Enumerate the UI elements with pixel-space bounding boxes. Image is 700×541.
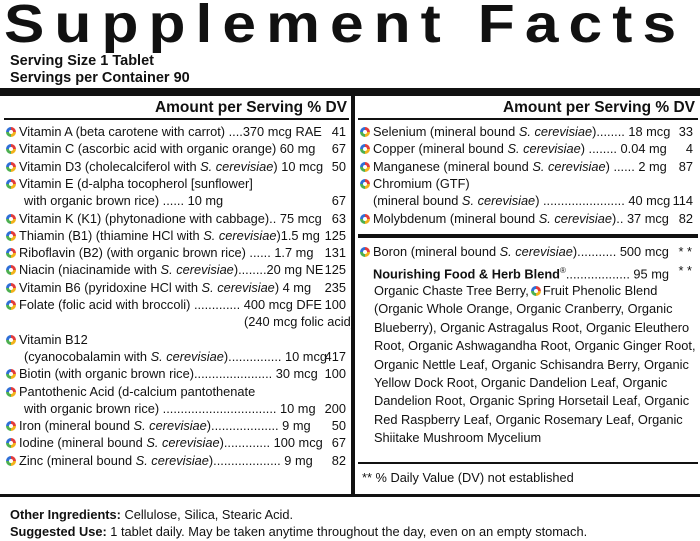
nutrient-name: with organic brown rice) ...... 10 mg bbox=[24, 193, 224, 209]
right-column-header: Amount per Serving % DV bbox=[502, 99, 695, 116]
left-column-header: Amount per Serving % DV bbox=[154, 99, 347, 116]
boron-dv: * * bbox=[678, 244, 692, 259]
nutrient-name: (240 mcg folic acid) bbox=[244, 314, 355, 330]
nutrient-name: Vitamin B6 (pyridoxine HCl with S. cerevisiae) 4 mg bbox=[19, 279, 312, 295]
servings-per-container: Servings per Container 90 bbox=[10, 70, 190, 86]
nutrient-dv: 67 bbox=[331, 435, 346, 451]
nutrient-dv: 63 bbox=[331, 210, 346, 226]
page-title: Supplement Facts bbox=[4, 0, 687, 54]
blend-bullet-icon bbox=[531, 286, 541, 296]
nutrient-row bbox=[358, 210, 696, 227]
nutrient-row bbox=[4, 244, 349, 261]
right-section-rule bbox=[358, 234, 698, 238]
nutrient-bullet-icon bbox=[6, 283, 16, 293]
other-ingredients: Other Ingredients: Cellulose, Silica, Stearic Acid. bbox=[10, 507, 294, 522]
nutrient-bullet-icon bbox=[360, 162, 370, 172]
nutrient-dv: 82 bbox=[331, 452, 346, 468]
nutrient-bullet-icon bbox=[6, 214, 16, 224]
nutrient-row bbox=[4, 123, 349, 140]
right-header-rule bbox=[358, 118, 698, 120]
nutrient-row bbox=[4, 365, 349, 382]
nutrient-row bbox=[4, 140, 349, 157]
nutrient-name: Molybdenum (mineral bound S. cerevisiae).. 37 mcg bbox=[373, 210, 669, 226]
serving-size: Serving Size 1 Tablet bbox=[10, 53, 154, 69]
nutrient-bullet-icon bbox=[6, 335, 16, 345]
footnote-rule bbox=[358, 462, 698, 464]
nutrient-bullet-icon bbox=[6, 127, 16, 137]
nutrient-name: Vitamin D3 (cholecalciferol with S. cerevisiae) 10 mcg bbox=[19, 158, 324, 174]
top-rule bbox=[0, 88, 700, 96]
nutrient-dv: 67 bbox=[331, 193, 346, 209]
nutrient-row bbox=[4, 417, 349, 434]
boron-row bbox=[358, 243, 696, 260]
nutrient-bullet-icon bbox=[360, 247, 370, 257]
nutrient-row bbox=[4, 210, 349, 227]
nutrient-dv: 125 bbox=[324, 227, 346, 243]
nutrient-row bbox=[4, 348, 349, 365]
nutrient-row bbox=[4, 313, 355, 330]
nutrient-name: Vitamin K (K1) (phytonadione with cabbage).. 75 mcg bbox=[19, 210, 322, 226]
nutrient-bullet-icon bbox=[6, 144, 16, 154]
nutrient-dv: 50 bbox=[331, 158, 346, 174]
nutrient-dv: 41 bbox=[331, 124, 346, 139]
nutrient-bullet-icon bbox=[6, 162, 16, 172]
nutrient-bullet-icon bbox=[6, 456, 16, 466]
nutrient-bullet-icon bbox=[6, 248, 16, 258]
nutrient-name: (cyanocobalamin with S. cerevisiae)............... 10 mcg bbox=[24, 348, 327, 364]
nutrient-name: Iron (mineral bound S. cerevisiae)................... 9 mg bbox=[19, 418, 311, 434]
nutrient-row bbox=[4, 192, 349, 209]
nutrient-name: Selenium (mineral bound S. cerevisiae)........ 18 mcg bbox=[373, 124, 671, 139]
nutrient-row bbox=[4, 296, 349, 313]
nutrient-name: Vitamin C (ascorbic acid with organic orange) 60 mg bbox=[19, 141, 316, 157]
nutrient-dv: 100 bbox=[324, 297, 346, 312]
nutrient-name: Biotin (with organic brown rice)...................... 30 mcg bbox=[19, 366, 318, 382]
nutrient-name: Chromium (GTF) bbox=[373, 175, 470, 191]
suggested-use: Suggested Use: 1 tablet daily. May be taken anytime throughout the day, even on an empty stomach. bbox=[10, 524, 588, 539]
nutrient-name: Thiamin (B1) (thiamine HCl with S. cerevisiae)1.5 mg bbox=[19, 227, 320, 243]
nutrient-row bbox=[4, 279, 349, 296]
nutrient-dv: 131 bbox=[324, 245, 346, 261]
nutrient-name: Vitamin E (d-alpha tocopherol [sunflower] bbox=[19, 175, 253, 191]
nutrient-row bbox=[358, 140, 696, 157]
nutrient-row bbox=[4, 175, 349, 192]
nutrient-dv: 33 bbox=[678, 124, 693, 139]
nutrient-bullet-icon bbox=[360, 127, 370, 137]
nutrient-bullet-icon bbox=[6, 421, 16, 431]
blend-row bbox=[358, 262, 696, 282]
nutrient-dv: 114 bbox=[672, 193, 693, 209]
nutrient-bullet-icon bbox=[360, 144, 370, 154]
nutrient-row bbox=[4, 383, 349, 400]
nutrient-dv: 417 bbox=[324, 348, 346, 364]
nutrient-dv: 4 bbox=[685, 141, 693, 157]
blend-dv: * * bbox=[678, 263, 692, 278]
nutrient-name: (mineral bound S. cerevisiae) ....................... 40 mcg bbox=[373, 193, 671, 209]
nutrient-row bbox=[4, 452, 349, 469]
nutrient-dv: 67 bbox=[331, 141, 346, 157]
nutrient-row bbox=[4, 261, 349, 278]
nutrient-name: Zinc (mineral bound S. cerevisiae)................... 9 mg bbox=[19, 452, 313, 468]
nutrient-bullet-icon bbox=[6, 300, 16, 310]
nutrient-row bbox=[4, 400, 349, 417]
nutrient-row bbox=[4, 434, 349, 451]
nutrient-row bbox=[358, 123, 696, 140]
nutrient-dv: 235 bbox=[324, 279, 346, 295]
blend-ingredients: Organic Chaste Tree Berry, Fruit Phenolic Blend (Organic Whole Orange, Organic Cranberry, Organic Blueberry), Organic Astragalus Root, Organic Eleuthero Root, Organic Ashwagandha Root, Organic Ginger Root, Organic Nettle Leaf, Organic Schisandra Berry, Organic Yellow Dock Root, Organic Dandelion Leaf, Organic Dandelion Root, Organic Spring Horsetail Leaf, Organic Red Raspberry Leaf, Organic Rosemary Leaf, Organic Shiitake Mushroom Mycelium bbox=[374, 283, 696, 446]
blend-name: Nourishing Food & Herb Blend®.................. 95 mg bbox=[373, 266, 669, 282]
nutrient-name: with organic brown rice) ................................ 10 mg bbox=[24, 400, 316, 416]
nutrient-name: Manganese (mineral bound S. cerevisiae) ...... 2 mg bbox=[373, 158, 667, 174]
nutrient-name: Copper (mineral bound S. cerevisiae) ........ 0.04 mg bbox=[373, 141, 667, 157]
nutrient-row bbox=[358, 192, 696, 209]
left-header-rule bbox=[4, 118, 349, 120]
nutrient-bullet-icon bbox=[6, 231, 16, 241]
nutrient-dv: 50 bbox=[331, 418, 346, 434]
nutrient-name: Folate (folic acid with broccoli) ............. 400 mcg DFE bbox=[19, 297, 322, 312]
nutrient-bullet-icon bbox=[6, 369, 16, 379]
nutrient-name: Niacin (niacinamide with S. cerevisiae)........20 mg NE bbox=[19, 262, 324, 278]
dv-footnote: ** % Daily Value (DV) not established bbox=[362, 470, 574, 485]
nutrient-bullet-icon bbox=[6, 438, 16, 448]
nutrient-row bbox=[4, 227, 349, 244]
nutrient-bullet-icon bbox=[6, 179, 16, 189]
nutrient-dv: 82 bbox=[678, 210, 693, 226]
nutrient-name: Vitamin A (beta carotene with carrot) ....370 mcg RAE bbox=[19, 124, 322, 139]
nutrient-row bbox=[4, 331, 349, 348]
nutrient-dv: 87 bbox=[678, 158, 693, 174]
nutrient-dv: 125 bbox=[324, 262, 346, 278]
nutrient-row bbox=[358, 158, 696, 175]
bottom-rule bbox=[0, 494, 700, 497]
nutrient-name: Vitamin B12 bbox=[19, 331, 88, 347]
nutrient-row bbox=[4, 158, 349, 175]
nutrient-dv: 100 bbox=[324, 366, 346, 382]
nutrient-dv: 200 bbox=[324, 400, 346, 416]
nutrient-name: Pantothenic Acid (d-calcium pantothenate bbox=[19, 383, 256, 399]
nutrient-row bbox=[358, 175, 696, 192]
nutrient-bullet-icon bbox=[360, 179, 370, 189]
nutrient-name: Riboflavin (B2) (with organic brown rice) ...... 1.7 mg bbox=[19, 245, 314, 261]
nutrient-name: Iodine (mineral bound S. cerevisiae)............. 100 mcg bbox=[19, 435, 323, 451]
nutrient-bullet-icon bbox=[6, 265, 16, 275]
boron-name: Boron (mineral bound S. cerevisiae)........... 500 mcg bbox=[373, 244, 669, 259]
nutrient-bullet-icon bbox=[360, 214, 370, 224]
column-divider bbox=[351, 96, 355, 494]
nutrient-bullet-icon bbox=[6, 387, 16, 397]
